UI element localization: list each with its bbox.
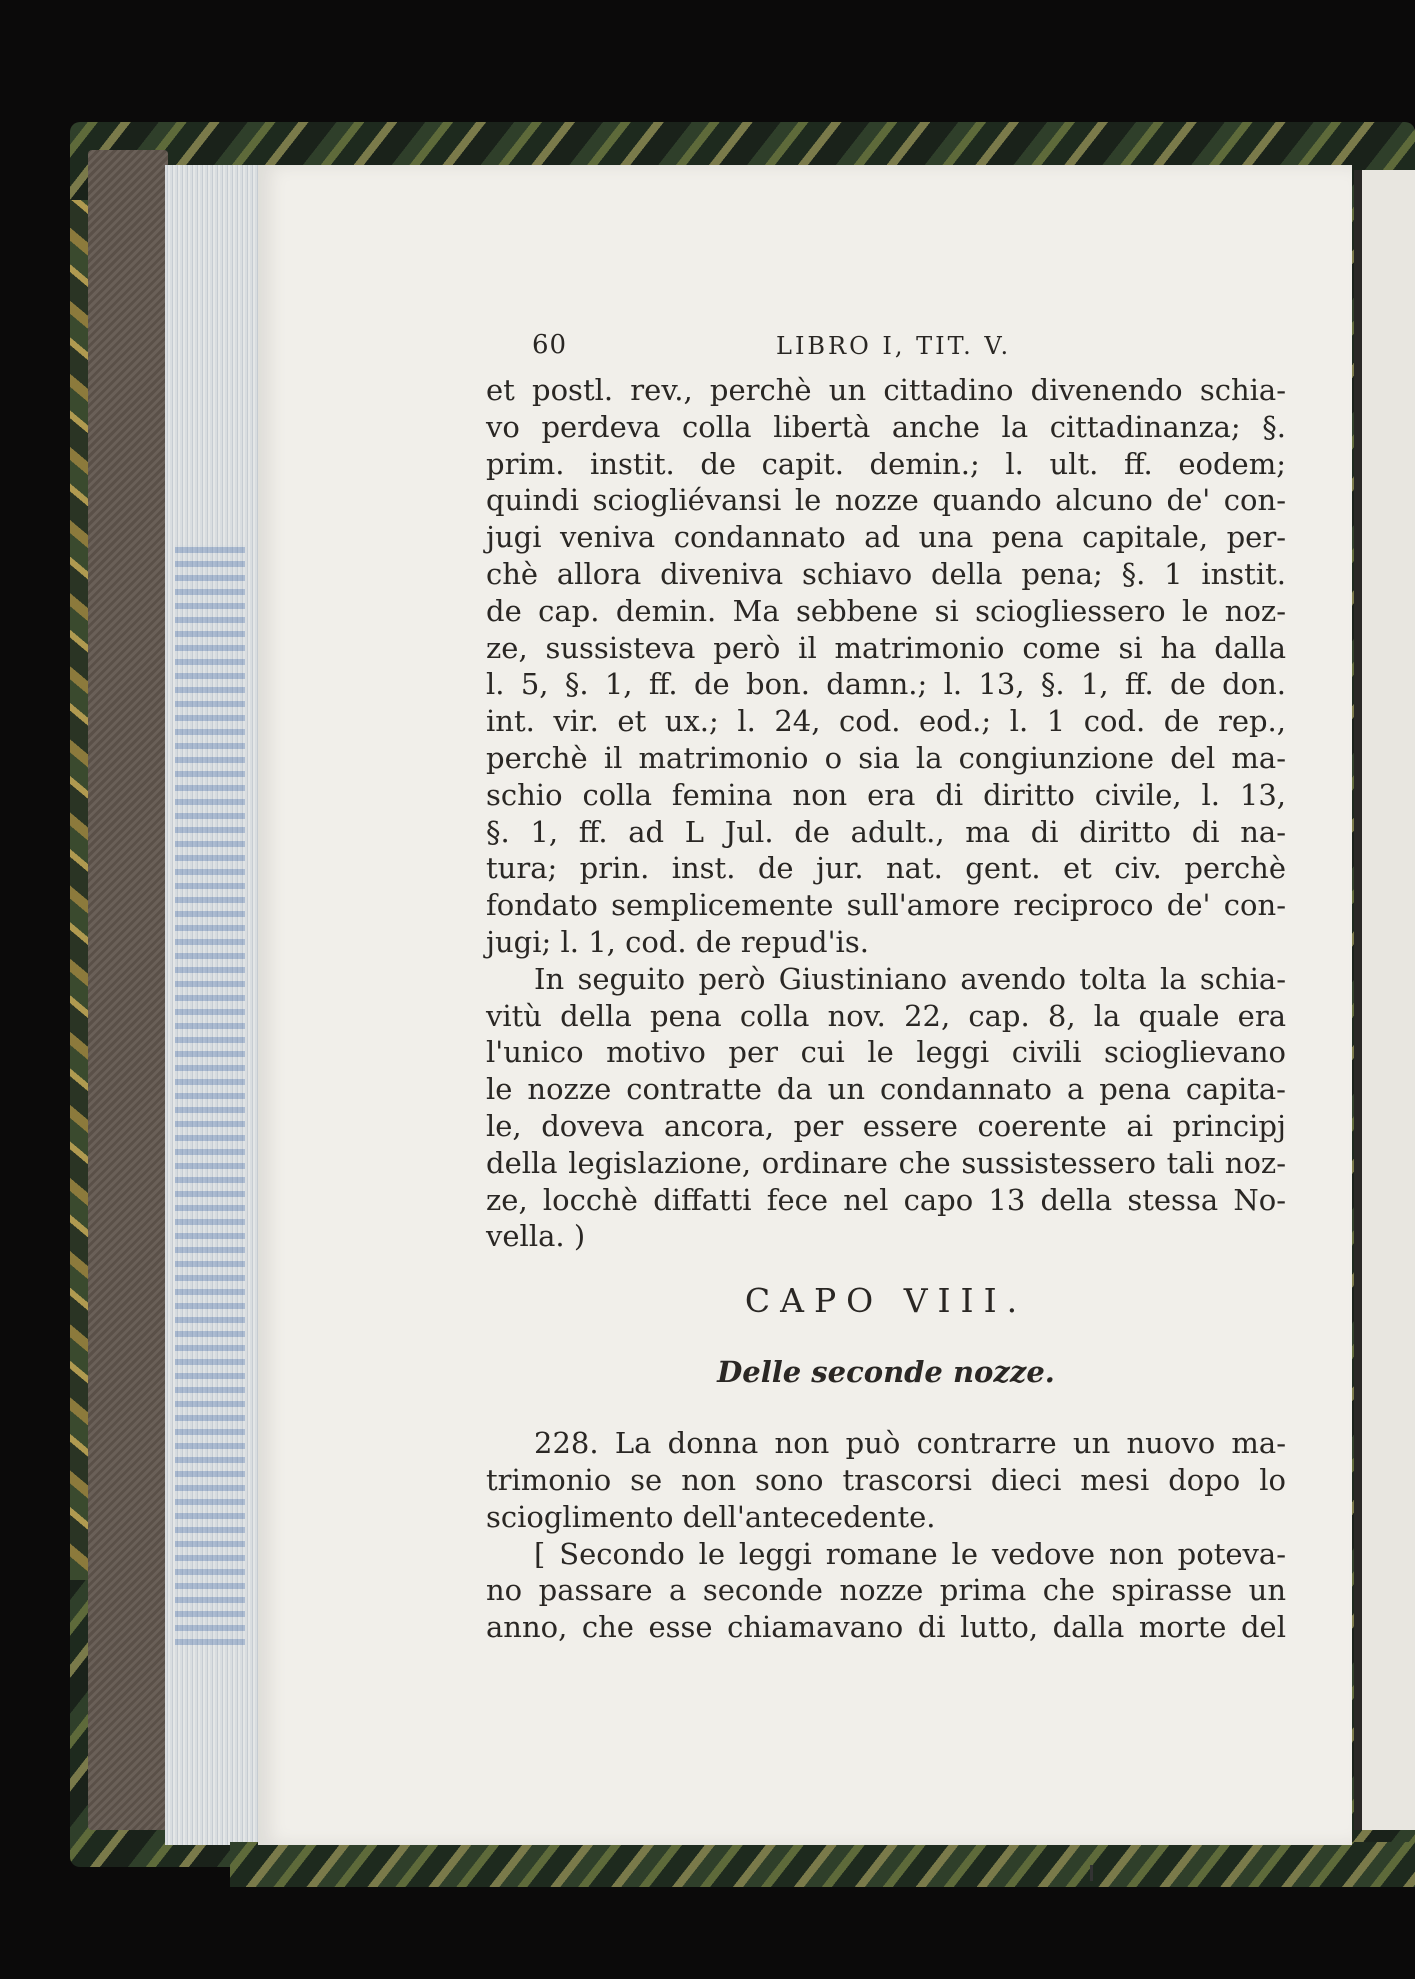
text-line: ze, sussisteva però il matrimonio come si ha dalla	[486, 630, 1286, 665]
text-line: et postl. rev., perchè un cittadino divenendo schia-	[486, 373, 1286, 407]
text-line: de cap. demin. Ma sebbene si sciogliessero le noz-	[486, 593, 1286, 628]
text-line: vitù della pena colla nov. 22, cap. 8, la quale era	[486, 998, 1286, 1033]
chapter-subtitle: Delle seconde nozze.	[717, 1355, 1055, 1390]
printer-mark	[1090, 1865, 1093, 1881]
text-line: vella. )	[486, 1219, 586, 1254]
text-line: In seguito però Giustiniano avendo tolta la schia-	[534, 961, 1286, 996]
paragraph-2	[486, 961, 1286, 1255]
running-title: LIBRO I, TIT. V.	[776, 332, 1012, 360]
text-line: le, doveva ancora, per essere coerente ai principj	[486, 1108, 1286, 1143]
text-line: 228. La donna non può contrarre un nuovo ma-	[534, 1426, 1286, 1461]
text-line: ze, locchè diffatti fece nel capo 13 della stessa No-	[486, 1182, 1286, 1217]
text-line: l'unico motivo per cui le leggi civili scioglievano	[486, 1035, 1286, 1070]
marbled-board-bottom	[230, 1842, 1415, 1887]
text-line: perchè il matrimonio o sia la congiunzione del ma-	[486, 740, 1286, 775]
text-line: tura; prin. inst. de jur. nat. gent. et civ. perchè	[486, 851, 1286, 886]
text-line: int. vir. et ux.; l. 24, cod. eod.; l. 1 cod. de rep.,	[486, 704, 1286, 739]
text-line: fondato semplicemente sull'amore reciproco de' con-	[486, 888, 1286, 923]
text-line: prim. instit. de capit. demin.; l. ult. ff. eodem;	[486, 446, 1286, 481]
text-line: no passare a seconde nozze prima che spirasse un	[486, 1573, 1286, 1608]
paragraph-3	[486, 1425, 1286, 1535]
text-line: vo perdeva colla libertà anche la cittadinanza; §.	[486, 409, 1286, 444]
text-line: jugi; l. 1, cod. de repud'is.	[486, 924, 869, 959]
text-line: della legislazione, ordinare che sussistessero tali noz-	[486, 1145, 1286, 1180]
text-line: le nozze contratte da un condannato a pena capita-	[486, 1072, 1286, 1107]
text-line: jugi veniva condannato ad una pena capitale, per-	[486, 520, 1286, 555]
text-line: chè allora diveniva schiavo della pena; §. 1 instit.	[486, 556, 1286, 591]
text-line: scioglimento dell'antecedente.	[486, 1499, 936, 1534]
page-number: 60	[532, 330, 568, 360]
text-line: anno, che esse chiamavano di lutto, dalla morte del	[486, 1610, 1286, 1645]
facing-page-edge	[1354, 170, 1415, 1830]
paragraph-4	[486, 1536, 1286, 1646]
spine-cloth	[88, 150, 168, 1830]
text-line: schio colla femina non era di diritto civile, l. 13,	[486, 777, 1286, 812]
text-line: quindi sciogliévansi le nozze quando alcuno de' con-	[486, 483, 1286, 518]
text-line: trimonio se non sono trascorsi dieci mesi dopo lo	[486, 1462, 1286, 1497]
paragraph-1	[486, 372, 1286, 961]
text-line: §. 1, ff. ad L Jul. de adult., ma di diritto di na-	[486, 814, 1286, 849]
page-text	[486, 330, 1286, 1646]
text-line: l. 5, §. 1, ff. de bon. damn.; l. 13, §. 1, ff. de don.	[486, 667, 1286, 702]
running-head	[486, 330, 1286, 372]
chapter-heading: CAPO VIII.	[744, 1281, 1028, 1321]
text-line: [ Secondo le leggi romane le vedove non poteva-	[534, 1536, 1286, 1571]
